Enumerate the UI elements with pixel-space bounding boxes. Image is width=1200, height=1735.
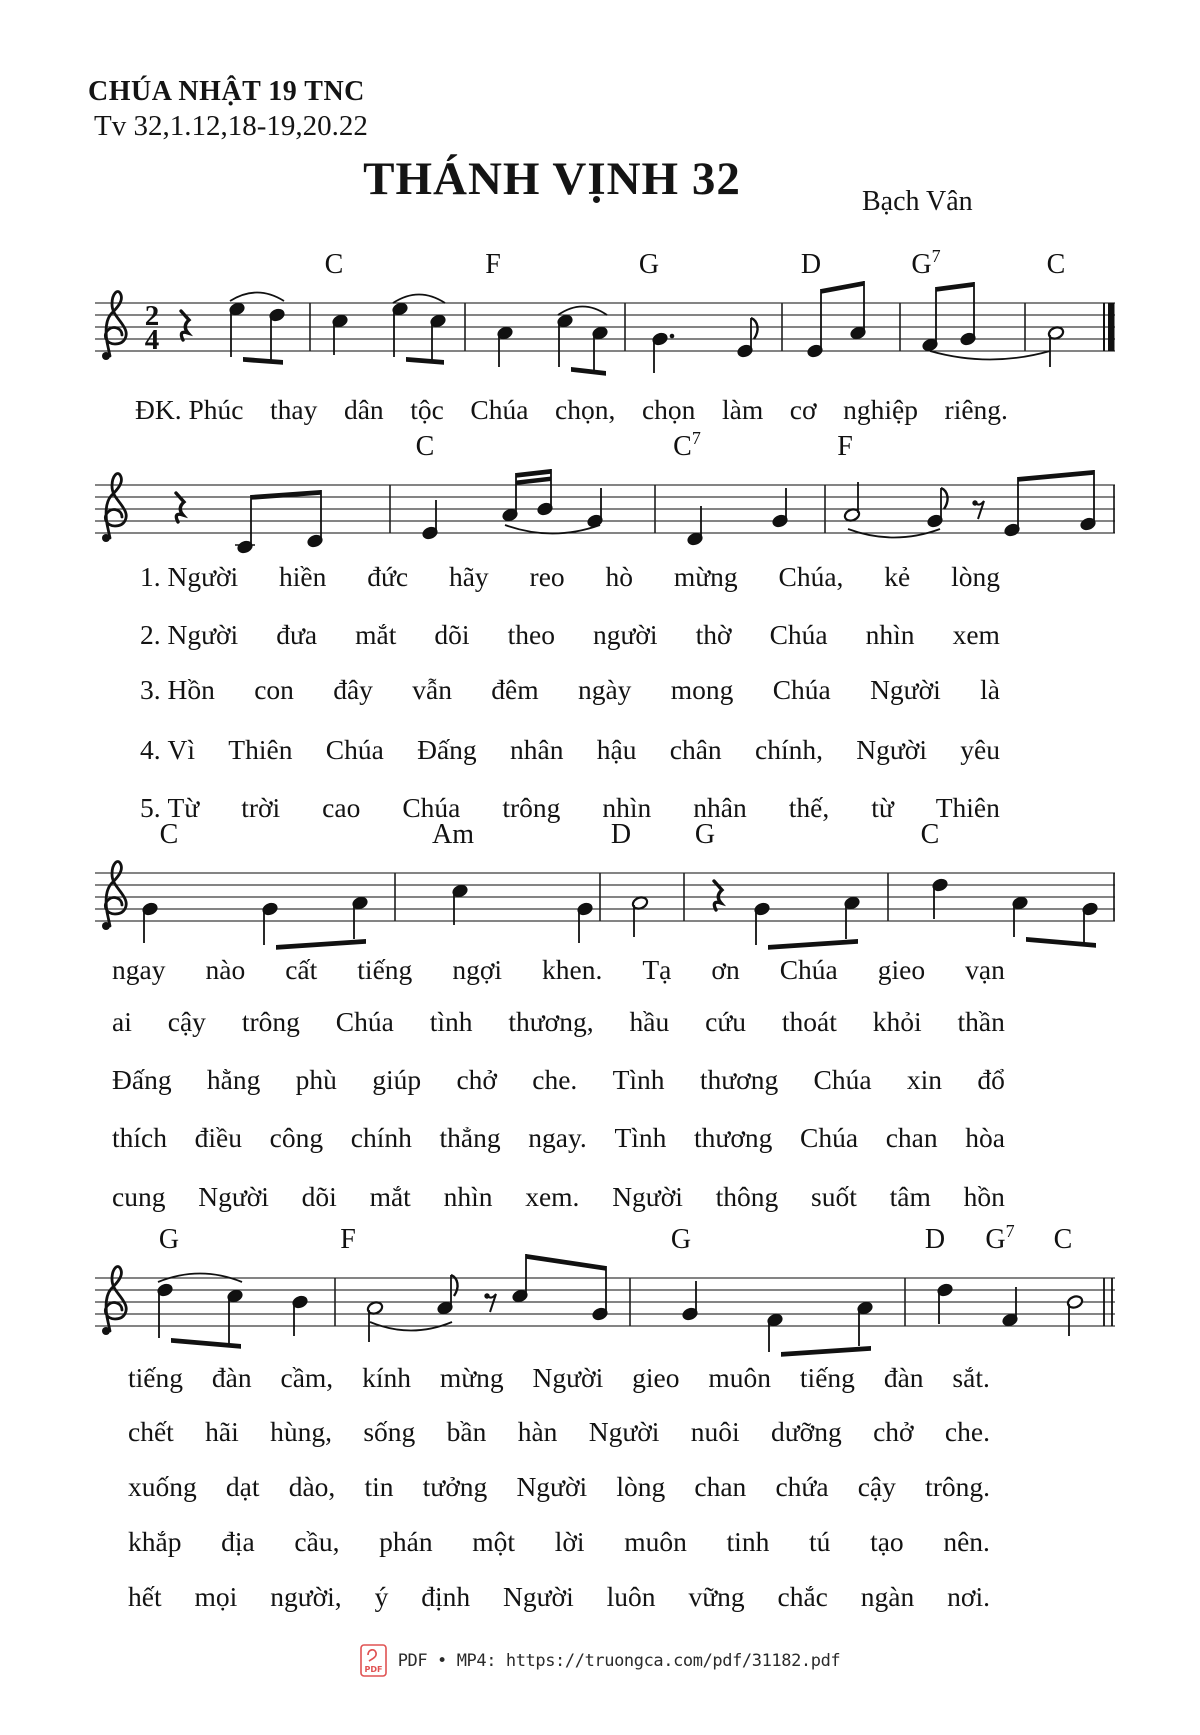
chord-label: D — [800, 249, 822, 280]
lyric-word: 5. Từ — [140, 792, 200, 823]
music-staff-4 — [80, 1218, 1125, 1368]
refrain-lyric-line — [135, 392, 1008, 428]
chord-label: C — [1046, 249, 1066, 280]
verse-line-5-cont — [112, 1179, 1005, 1215]
lyric-word: hậu — [596, 734, 637, 765]
verse-line-4-cont — [112, 1120, 1005, 1156]
chord-label: $C^7$ — [673, 428, 701, 462]
lyric-word: hùng, — [270, 1416, 332, 1447]
lyric-word: bần — [446, 1416, 487, 1447]
beam — [936, 282, 974, 292]
lyric-word: tú — [809, 1526, 831, 1557]
lyric-word: trông — [241, 1006, 300, 1037]
lyric-word: hò — [605, 561, 633, 592]
lyric-word: điều — [194, 1122, 242, 1153]
lyric-word: thông — [715, 1181, 779, 1212]
slur — [230, 293, 284, 302]
lyric-word: tiếng — [357, 954, 413, 985]
lyric-word: 2. Người — [140, 619, 239, 650]
chord-label: C — [324, 249, 344, 280]
lyric-word: cậy — [857, 1471, 896, 1502]
beam — [1018, 470, 1094, 482]
chord-label: F — [485, 249, 501, 280]
lyric-word: cất — [285, 954, 318, 985]
beam — [276, 939, 366, 950]
lyric-word: cầm, — [280, 1362, 334, 1393]
lyric-word: ý — [374, 1581, 389, 1612]
lyric-word: chan — [885, 1122, 938, 1153]
lyric-word: Chúa — [325, 734, 384, 765]
lyric-word: thay — [270, 394, 318, 425]
slur — [930, 351, 1050, 360]
lyric-word: Người — [612, 1181, 683, 1212]
music-staff-2 — [80, 425, 1125, 575]
lyric-word: Tình — [612, 1064, 665, 1095]
lyric-word: nào — [205, 954, 246, 985]
slur — [558, 307, 607, 316]
lyric-word: Người — [516, 1471, 588, 1502]
lyric-word: trời — [241, 792, 281, 823]
beam — [171, 1338, 241, 1349]
lyric-word: 4. Vì — [140, 734, 195, 765]
lyric-word: Chúa — [813, 1064, 872, 1095]
lyric-word: hằng — [206, 1064, 261, 1095]
lyric-word: xem. — [525, 1181, 580, 1212]
verse-line-5-end — [128, 1579, 990, 1615]
lyric-word: kính — [362, 1362, 411, 1393]
beam — [516, 469, 551, 478]
lyric-word: Người — [856, 734, 927, 765]
lyric-word: Người — [198, 1181, 269, 1212]
lyric-word: tiếng — [128, 1362, 183, 1393]
lyric-word: yêu — [960, 734, 1000, 765]
lyric-word: cơ — [789, 394, 817, 425]
lyric-word: đàn — [883, 1362, 924, 1393]
verse-line-1-end — [128, 1360, 990, 1396]
lyric-word: hầu — [629, 1006, 670, 1037]
lyric-word: ơn — [711, 954, 740, 985]
eighth-rest-icon — [484, 1293, 496, 1312]
lyric-word: kẻ — [884, 561, 911, 592]
lyric-word: chan — [694, 1471, 747, 1502]
chord-label: F — [340, 1224, 356, 1255]
lyric-word: nên. — [943, 1526, 990, 1557]
lyric-word: ngay. — [528, 1122, 587, 1153]
lyric-word: dào, — [288, 1471, 336, 1502]
lyric-word: Chúa — [772, 674, 831, 705]
lyric-word: khen. — [542, 954, 603, 985]
lyric-word: chọn — [641, 394, 696, 425]
lyric-word: dõi — [434, 619, 470, 650]
verse-line-4-end — [128, 1524, 990, 1560]
lyric-word: nuôi — [690, 1416, 740, 1447]
lyric-word: đức — [367, 561, 409, 592]
lyric-word: đưa — [276, 619, 318, 650]
lyric-word: Người — [588, 1416, 660, 1447]
lyric-word: Chúa — [402, 792, 461, 823]
lyric-word: reo — [529, 561, 565, 592]
music-staff-3 — [80, 813, 1125, 963]
lyric-word: thương — [694, 1122, 773, 1153]
lyric-word: giúp — [372, 1064, 422, 1095]
lyric-word: chở — [456, 1064, 497, 1095]
lyric-word: tin — [364, 1471, 394, 1502]
lyric-word: Tình — [614, 1122, 667, 1153]
beam — [526, 1254, 606, 1271]
lyric-word: Tạ — [642, 954, 672, 985]
lyric-word: tiếng — [799, 1362, 855, 1393]
lyric-word: nhân — [509, 734, 564, 765]
lyric-word: Chúa — [800, 1122, 859, 1153]
lyric-word: xuống — [128, 1471, 197, 1502]
lyric-word: thế, — [788, 792, 830, 823]
lyric-word: đàn — [211, 1362, 252, 1393]
lyric-word: tâm — [889, 1181, 931, 1212]
lyric-word: từ — [871, 792, 894, 823]
lyric-word: mừng — [673, 561, 738, 592]
lyric-word: chết — [128, 1416, 174, 1447]
lyric-word: Thiên — [228, 734, 293, 765]
lyric-word: mừng — [439, 1362, 504, 1393]
augmentation-dot — [670, 334, 675, 339]
lyric-word: ngày — [577, 674, 632, 705]
lyric-word: dõi — [301, 1181, 337, 1212]
lyric-word: thương — [699, 1064, 779, 1095]
note-flag — [941, 488, 948, 509]
chord-label: C — [159, 819, 179, 850]
lyric-word: cầu, — [294, 1526, 340, 1557]
lyric-word: 1. Người — [140, 561, 239, 592]
beam — [821, 281, 864, 294]
lyric-word: 3. Hồn — [140, 674, 215, 705]
lyric-word: con — [254, 674, 294, 705]
lyric-word: người, — [270, 1581, 342, 1612]
lyric-word: gieo — [877, 954, 926, 985]
chord-label: C — [415, 431, 435, 462]
verse-line-2-cont — [112, 1004, 1005, 1040]
beam — [571, 367, 606, 376]
lyric-word: lòng — [616, 1471, 666, 1502]
lyric-word: ngay — [112, 954, 166, 985]
lyric-word: dưỡng — [771, 1416, 842, 1447]
beam — [781, 1346, 871, 1357]
final-barline-thick — [1108, 303, 1115, 351]
lyric-word: trông. — [925, 1471, 990, 1502]
lyric-word: công — [269, 1122, 324, 1153]
beam — [243, 357, 283, 365]
time-signature: 2 — [144, 300, 160, 332]
verse-line-4 — [140, 732, 1000, 768]
lyric-word: xin — [906, 1064, 943, 1095]
lyric-word: che. — [944, 1416, 990, 1447]
lyric-word: hãy — [448, 561, 489, 592]
lyric-word: cậy — [167, 1006, 206, 1037]
lyric-word: thích — [112, 1122, 167, 1153]
lyric-word: cao — [322, 792, 361, 823]
page-title: THÁNH VỊNH 32 — [363, 153, 741, 205]
lyric-word: nơi. — [947, 1581, 990, 1612]
lyric-word: Chúa — [470, 394, 529, 425]
chord-label: $G^7$ — [911, 246, 941, 280]
lyric-word: thương, — [508, 1006, 594, 1037]
lyric-word: thần — [957, 1006, 1005, 1037]
lyric-word: nhân — [693, 792, 747, 823]
treble-clef-icon — [102, 1267, 126, 1335]
lyric-word: nhìn — [865, 619, 915, 650]
lyric-word: lòng — [951, 561, 1000, 592]
lyric-word: suốt — [811, 1181, 857, 1212]
lyric-word: chính — [350, 1122, 412, 1153]
chord-label: G — [638, 249, 660, 280]
slur — [505, 525, 600, 534]
lyric-word: vững — [688, 1581, 745, 1612]
music-staff-1 — [80, 243, 1125, 393]
lyric-word: vẫn — [412, 674, 452, 705]
chord-label: C — [1053, 1224, 1073, 1255]
lyric-word: chọn, — [555, 394, 616, 425]
time-signature: 4 — [144, 324, 160, 356]
lyric-word: hòa — [965, 1122, 1005, 1153]
lyric-word: hàn — [517, 1416, 558, 1447]
verse-line-3-cont — [112, 1062, 1005, 1098]
lyric-word: sống — [363, 1416, 416, 1447]
treble-clef-icon — [102, 862, 126, 930]
lyric-word: hãi — [205, 1416, 239, 1447]
lyric-word: hết — [128, 1581, 162, 1612]
lyric-word: mắt — [369, 1181, 411, 1212]
pdf-icon-label: PDF — [364, 1665, 383, 1674]
lyric-word: mắt — [355, 619, 397, 650]
lyric-word: là — [980, 674, 1000, 705]
lyric-word: thoát — [781, 1006, 837, 1037]
beam — [516, 477, 551, 486]
lyric-word: luôn — [606, 1581, 656, 1612]
lyric-word: chở — [873, 1416, 914, 1447]
lyric-word: khỏi — [872, 1006, 922, 1037]
chord-label: D — [924, 1224, 946, 1255]
lyric-word: muôn — [708, 1362, 772, 1393]
lyric-word: thờ — [695, 619, 732, 650]
lyric-word: tạo — [870, 1526, 904, 1557]
lyric-word: chính, — [754, 734, 823, 765]
chord-label: C — [920, 819, 940, 850]
lyric-word: chứa — [775, 1471, 829, 1502]
lyric-word: định — [421, 1581, 471, 1612]
lyric-word: ngợi — [452, 954, 502, 985]
lyric-word: người — [592, 619, 658, 650]
treble-clef-icon — [102, 474, 126, 542]
lyric-word: cung — [112, 1181, 166, 1212]
lyric-word: tộc — [410, 394, 444, 425]
lyric-word: Chúa, — [778, 561, 844, 592]
lyric-word: tinh — [726, 1526, 770, 1557]
lyric-word: gieo — [632, 1362, 680, 1393]
lyric-word: Đấng — [112, 1064, 172, 1095]
lyric-word: xem — [952, 619, 1000, 650]
pdf-file-icon — [360, 1644, 387, 1677]
chord-label: G — [158, 1224, 180, 1255]
chord-label: $G^7$ — [985, 1221, 1015, 1255]
slur — [393, 295, 445, 304]
lyric-word: nhìn — [602, 792, 652, 823]
chord-label: Am — [432, 819, 474, 850]
footer — [0, 1644, 1200, 1677]
chord-label: F — [837, 431, 853, 462]
verse-line-2-end — [128, 1414, 990, 1450]
verse-line-3 — [140, 672, 1000, 708]
lyric-word: muôn — [624, 1526, 687, 1557]
lyric-word: riêng. — [944, 394, 1008, 425]
beam — [406, 357, 444, 365]
lyric-word: phù — [295, 1064, 337, 1095]
composer-name: Bạch Vân — [862, 186, 973, 217]
lyric-word: chắc — [777, 1581, 828, 1612]
lyric-word: khắp — [128, 1526, 182, 1557]
lyric-word: hiền — [279, 561, 327, 592]
lyric-word: Người — [532, 1362, 604, 1393]
lyric-word: phán — [379, 1526, 433, 1557]
lyric-word: đêm — [491, 674, 539, 705]
lyric-word: che. — [532, 1064, 578, 1095]
lyric-word: ngàn — [860, 1581, 915, 1612]
chord-label: D — [610, 819, 632, 850]
lyric-word: Thiên — [935, 792, 1000, 823]
lyric-word: cứu — [705, 1006, 746, 1037]
lyric-word: theo — [507, 619, 555, 650]
lyric-word: Người — [870, 674, 941, 705]
lyric-word: đây — [333, 674, 373, 705]
chord-label: G — [694, 819, 716, 850]
lyric-word: ai — [112, 1006, 132, 1037]
lyric-word: Đấng — [417, 734, 477, 765]
lyric-word: Chúa — [779, 954, 838, 985]
lyric-word: Chúa — [335, 1006, 394, 1037]
psalm-reference: Tv 32,1.12,18-19,20.22 — [94, 110, 368, 142]
lyric-word: tình — [429, 1006, 473, 1037]
lyric-word: lời — [554, 1526, 585, 1557]
footer-link-text: PDF • MP4: https://truongca.com/pdf/31182.pdf — [397, 1650, 841, 1671]
lyric-word: làm — [721, 394, 764, 425]
beam — [251, 490, 321, 500]
lyric-word: mong — [670, 674, 734, 705]
lyric-word: dạt — [225, 1471, 260, 1502]
chord-label: G — [670, 1224, 692, 1255]
lyric-word: đổ — [977, 1064, 1005, 1095]
church-calendar-heading: CHÚA NHẬT 19 TNC — [88, 76, 365, 107]
note-flag — [751, 318, 758, 339]
lyric-word: dân — [343, 394, 384, 425]
beam — [1026, 937, 1096, 948]
lyric-word: Chúa — [769, 619, 828, 650]
verse-line-3-end — [128, 1469, 990, 1505]
lyric-word: chân — [669, 734, 722, 765]
lyric-word: tưởng — [422, 1471, 488, 1502]
lyric-word: nghiệp — [843, 394, 918, 425]
verse-line-1-cont — [112, 952, 1005, 988]
lyric-word: một — [472, 1526, 516, 1557]
lyric-word: ĐK. Phúc — [135, 394, 244, 425]
lyric-word: thẳng — [439, 1122, 501, 1153]
lyric-word: nhìn — [443, 1181, 493, 1212]
lyric-word: hồn — [963, 1181, 1005, 1212]
lyric-word: sắt. — [952, 1362, 990, 1393]
treble-clef-icon — [102, 292, 126, 360]
lyric-word: Người — [503, 1581, 574, 1612]
verse-line-1 — [140, 559, 1000, 595]
verse-line-2 — [140, 617, 1000, 653]
lyric-word: trông — [502, 792, 561, 823]
lyric-word: địa — [221, 1526, 255, 1557]
beam — [768, 939, 858, 950]
lyric-word: vạn — [965, 954, 1005, 985]
lyric-word: mọi — [194, 1581, 238, 1612]
